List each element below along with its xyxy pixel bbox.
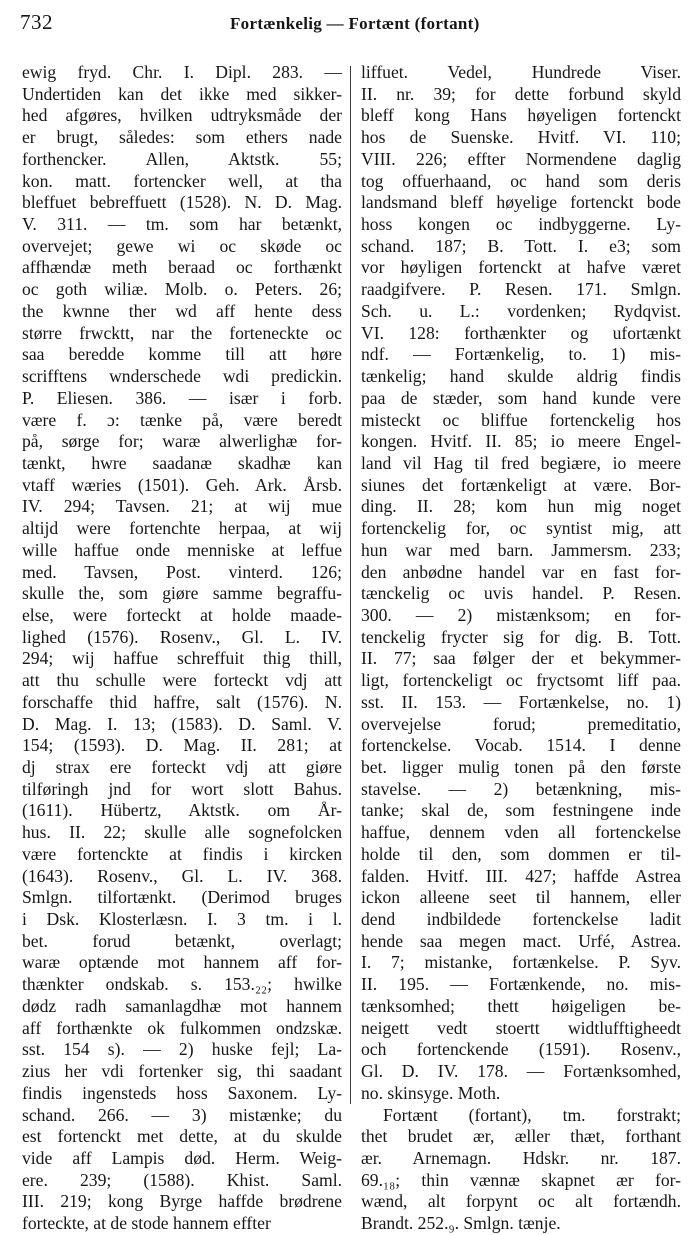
text-line: forthencker. Allen, Aktstk. 55; bbox=[22, 148, 342, 169]
text-line: være fortenckte at findis i kircken bbox=[22, 843, 342, 864]
text-line: III. 219; kong Byrge haffde brødrene bbox=[22, 1191, 342, 1212]
text-line: er brugt, således: som ethers nade bbox=[22, 127, 342, 148]
text-line: tænksomhed; thett høigeligen be- bbox=[361, 995, 681, 1016]
text-line: schand. 187; B. Tott. I. e3; som bbox=[361, 235, 681, 256]
text-line: 69.₁₈; thin vænnæ skapnet ær for- bbox=[361, 1169, 681, 1190]
text-line: med. Tavsen, Post. vinterd. 126; bbox=[22, 561, 342, 582]
text-line: att thu schulle were forteckt vdj att bbox=[22, 670, 342, 691]
page-header bbox=[20, 4, 680, 40]
text-line: dødz radh samanlagdhæ mot hannem bbox=[22, 995, 342, 1016]
text-line: II. 77; saa følger der et bekymmer- bbox=[361, 648, 681, 669]
text-line: hus. II. 22; skulle alle sognefolcken bbox=[22, 822, 342, 843]
text-line: vide aff Lampis død. Herm. Weig- bbox=[22, 1147, 342, 1168]
text-line: kon. matt. fortencker well, at tha bbox=[22, 170, 342, 191]
text-line: oc goth wiliæ. Molb. o. Peters. 26; bbox=[22, 279, 342, 300]
text-line: forteckte, at de stode hannem effter bbox=[22, 1213, 271, 1234]
text-line: tænkelig; hand skulde aldrig findis bbox=[361, 366, 681, 387]
text-line: Gl. D. IV. 178. — Fortænksomhed, bbox=[361, 1061, 681, 1082]
text-line: waræ optænde mot hannem aff for- bbox=[22, 952, 342, 973]
text-line: VI. 128: forthænkter og ufortænkt bbox=[361, 322, 681, 343]
text-line: (1611). Hübertz, Aktstk. om År- bbox=[22, 800, 342, 821]
text-line: Smlgn. tilfortænkt. (Derimod bruges bbox=[22, 887, 342, 908]
text-line: bet. ligger mulig tonen på den første bbox=[361, 757, 681, 777]
text-line: ær. Arnemagn. Hdskr. nr. 187. bbox=[361, 1147, 681, 1168]
left-column bbox=[22, 62, 342, 1235]
text-line: hos de Suenske. Hvitf. VI. 110; bbox=[361, 127, 681, 148]
text-line: hun war med barn. Jammersm. 233; bbox=[361, 539, 681, 560]
text-line: the kwnne ther wd aff hente dess bbox=[22, 300, 342, 321]
text-line: wille haffue onde menniske at leffue bbox=[22, 539, 342, 560]
text-line: thet brudet ær, æller thæt, forthant bbox=[361, 1126, 681, 1147]
text-line: dj strax ere forteckt vdj att giøre bbox=[22, 757, 342, 777]
text-line: i Dsk. Klosterlæsn. I. 3 tm. i l. bbox=[22, 909, 342, 930]
text-line: saa beredde komme till att høre bbox=[22, 344, 342, 365]
text-line: haffue, dennem vden all fortenckelse bbox=[361, 822, 681, 843]
text-line: vor høyligen fortenckt at hafve været bbox=[361, 257, 681, 278]
text-line: overvejet; gewe wi oc skøde oc bbox=[22, 235, 342, 256]
text-line: ligt, fortenckeligt oc fryctsomt liff paa. bbox=[361, 670, 681, 691]
text-line: Brandt. 252.₉. Smlgn. tænje. bbox=[361, 1213, 561, 1234]
text-line: landsmand bleff høyelige fortenckt bode bbox=[361, 192, 681, 213]
text-line: fortenckelig for, oc syntist mig, att bbox=[361, 518, 681, 539]
text-line: paa de stæder, som hand kunde vere bbox=[361, 387, 681, 408]
text-line: P. Eliesen. 386. — især i forb. bbox=[22, 387, 342, 408]
text-line: I. 7; mistanke, fortænkelse. P. Syv. bbox=[361, 952, 681, 973]
text-line: ewig fryd. Chr. I. Dipl. 283. — bbox=[22, 62, 342, 82]
text-line: tilføringh jnd for wort slott Bahus. bbox=[22, 778, 342, 799]
text-line: IV. 294; Tavsen. 21; at wij mue bbox=[22, 496, 342, 517]
text-line: wænd, alt forpynt oc alt fortændh. bbox=[361, 1191, 681, 1212]
text-line: och fortenckende (1591). Rosenv., bbox=[361, 1039, 681, 1060]
text-line: sst. II. 153. — Fortænkelse, no. 1) bbox=[361, 691, 681, 712]
text-line: (1643). Rosenv., Gl. L. IV. 368. bbox=[22, 865, 342, 886]
text-line: skulle the, som giøre samme begraffu- bbox=[22, 583, 342, 604]
text-line: siunes det fortænkeligt at være. Bor- bbox=[361, 474, 681, 495]
text-line: thænkter ondskab. s. 153.₂₂; hwilke bbox=[22, 974, 342, 995]
text-line: schand. 266. — 3) mistænke; du bbox=[22, 1104, 342, 1125]
text-line: ding. II. 28; kom hun mig noget bbox=[361, 496, 681, 517]
text-line: II. nr. 39; for dette forbund skyld bbox=[361, 83, 681, 104]
text-line: ickon alleene seet til hannem, eller bbox=[361, 887, 681, 908]
page-number: 732 bbox=[20, 10, 53, 34]
text-line: est fortenckt met dette, at du skulde bbox=[22, 1126, 342, 1147]
text-line: tenckelig frycter sig for dig. B. Tott. bbox=[361, 626, 681, 647]
text-line: V. 311. — tm. som har betænkt, bbox=[22, 214, 342, 235]
text-line: være f. ɔ: tænke på, være beredt bbox=[22, 409, 342, 430]
text-line: forschaffe thid haffre, salt (1576). N. bbox=[22, 691, 342, 712]
text-line: aff forthænkte ok fulkommen ondzskæ. bbox=[22, 1017, 342, 1038]
text-line: altijd were fortenchte herpaa, at wij bbox=[22, 518, 342, 539]
text-line: Fortænt (fortant), tm. forstrakt; bbox=[383, 1104, 681, 1125]
text-line: 300. — 2) mistænksom; en for- bbox=[361, 604, 681, 625]
text-line: større frwcktt, nar the forteneckte oc bbox=[22, 322, 342, 343]
text-line: ndf. — Fortænkelig, to. 1) mis- bbox=[361, 344, 681, 365]
text-line: Sch. u. L.: vordenken; Rydqvist. bbox=[361, 300, 681, 321]
text-line: dend indbildede fortenckelse ladit bbox=[361, 909, 681, 930]
column-divider bbox=[350, 66, 351, 1104]
text-line: holde til den, som dommen er til- bbox=[361, 843, 681, 864]
text-line: hoss kongen oc indbyggerne. Ly- bbox=[361, 214, 681, 235]
text-line: falden. Hvitf. III. 427; haffde Astrea bbox=[361, 865, 681, 886]
text-line: else, were forteckt at holde maade- bbox=[22, 604, 342, 625]
text-line: zius her vdi fortenker sig, thi saadant bbox=[22, 1061, 342, 1082]
text-line: vtaff wæries (1501). Geh. Ark. Årsb. bbox=[22, 474, 342, 495]
text-line: 294; wij haffue schreffuit thig thill, bbox=[22, 648, 342, 669]
text-line: land vil Hag til fred begiære, io meere bbox=[361, 452, 681, 473]
text-line: bleff kong Hans høyeligen fortenckt bbox=[361, 105, 681, 126]
text-line: bet. forud betænkt, overlagt; bbox=[22, 930, 342, 951]
text-line: no. skinsyge. Moth. bbox=[361, 1082, 501, 1103]
text-line: fortenckelse. Vocab. 1514. I denne bbox=[361, 735, 681, 756]
text-line: tog offuerhaand, oc hand som deris bbox=[361, 170, 681, 191]
text-line: tænckelig oc uvis handel. P. Resen. bbox=[361, 583, 681, 604]
text-line: raadgifvere. P. Resen. 171. Smlgn. bbox=[361, 279, 681, 300]
right-column bbox=[361, 62, 681, 1235]
text-line: den anbødne handel var en fast for- bbox=[361, 561, 681, 582]
text-line: hende saa megen mact. Urfé, Astrea. bbox=[361, 930, 681, 951]
text-line: på, sørge for; waræ alwerlighæ for- bbox=[22, 431, 342, 452]
text-line: liffuet. Vedel, Hundrede Viser. bbox=[361, 62, 681, 82]
text-line: hed afgøres, hvilken udtryksmåde der bbox=[22, 105, 342, 126]
text-line: sst. 154 s). — 2) huske fejl; La- bbox=[22, 1039, 342, 1060]
text-line: neigett vedt stoertt widtlufftigheedt bbox=[361, 1017, 681, 1038]
text-line: 154; (1593). D. Mag. II. 281; at bbox=[22, 735, 342, 756]
text-line: stavelse. — 2) betænkning, mis- bbox=[361, 778, 681, 799]
text-line: affhændæ meth beraad oc forthænkt bbox=[22, 257, 342, 278]
text-line: tænkt, hwre saadanæ skadhæ kan bbox=[22, 452, 342, 473]
text-line: lighed (1576). Rosenv., Gl. L. IV. bbox=[22, 626, 342, 647]
text-line: overvejelse forud; premeditatio, bbox=[361, 713, 681, 734]
text-line: misteckt oc bliffue fortenckelig hos bbox=[361, 409, 681, 430]
text-line: bleffuet bebreffuett (1528). N. D. Mag. bbox=[22, 192, 342, 213]
text-line: ere. 239; (1588). Khist. Saml. bbox=[22, 1169, 342, 1190]
text-line: II. 195. — Fortænkende, no. mis- bbox=[361, 974, 681, 995]
running-head: Fortænkelig — Fortænt (fortant) bbox=[230, 14, 480, 33]
text-line: VIII. 226; effter Normendene daglig bbox=[361, 148, 681, 169]
text-line: findis ingensteds hoss Saxonem. Ly- bbox=[22, 1082, 342, 1103]
text-line: scrifftens wnderschede wdi predickin. bbox=[22, 366, 342, 387]
text-line: D. Mag. I. 13; (1583). D. Saml. V. bbox=[22, 713, 342, 734]
text-line: kongen. Hvitf. II. 85; io meere Engel- bbox=[361, 431, 681, 452]
text-line: tanke; skal de, som festningene inde bbox=[361, 800, 681, 821]
text-line: Undertiden kan det ikke med sikker- bbox=[22, 83, 342, 104]
